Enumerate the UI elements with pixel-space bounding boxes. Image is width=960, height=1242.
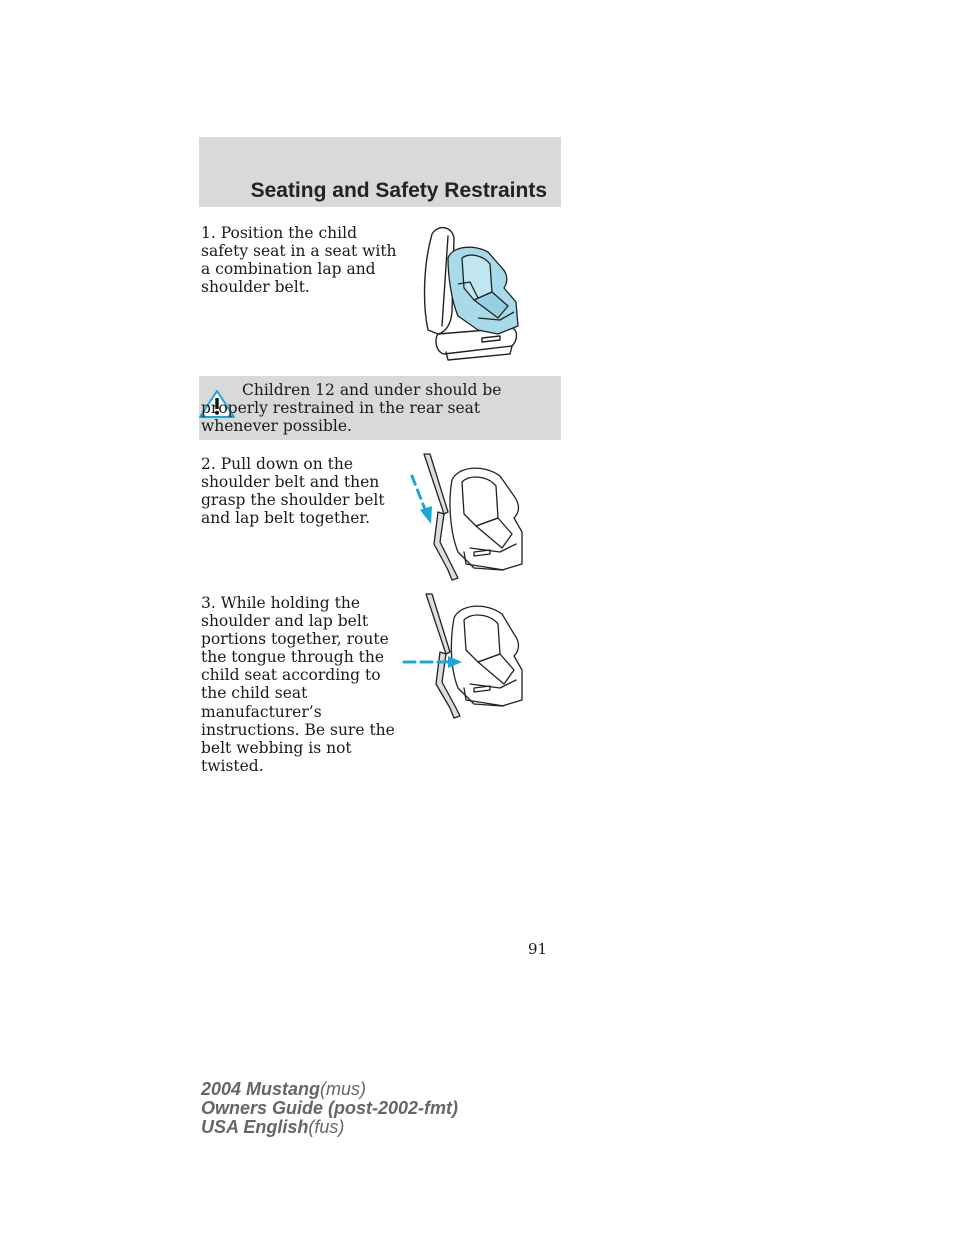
section-header-band bbox=[199, 137, 561, 207]
document-footer bbox=[201, 1080, 458, 1137]
footer-language-code: (fus) bbox=[308, 1117, 345, 1137]
footer-model-code: (mus) bbox=[320, 1079, 367, 1099]
child-seat-illustration-1 bbox=[418, 222, 526, 362]
child-seat-illustration-2 bbox=[404, 452, 526, 582]
step-2-text: 2. Pull down on the shoulder belt and then grasp the shoulder belt and lap belt together. bbox=[201, 455, 385, 528]
page-number: 91 bbox=[528, 940, 548, 958]
step-1-text: 1. Position the child safety seat in a seat with a combination lap and shoulder belt. bbox=[201, 224, 397, 297]
child-seat-illustration-3 bbox=[400, 592, 526, 720]
step-3-text: 3. While holding the shoulder and lap belt portions together, route the tongue through the child seat according to the child seat manufacturer’s instructions. Be sure the belt webbing is not twisted. bbox=[201, 594, 395, 775]
footer-language: USA English bbox=[201, 1117, 309, 1137]
section-title: Seating and Safety Restraints bbox=[250, 179, 547, 202]
footer-model: 2004 Mustang bbox=[201, 1079, 321, 1099]
warning-text: Children 12 and under should be properly restrained in the rear seat whenever possible. bbox=[201, 381, 502, 435]
footer-guide: Owners Guide (post-2002-fmt) bbox=[201, 1098, 459, 1118]
